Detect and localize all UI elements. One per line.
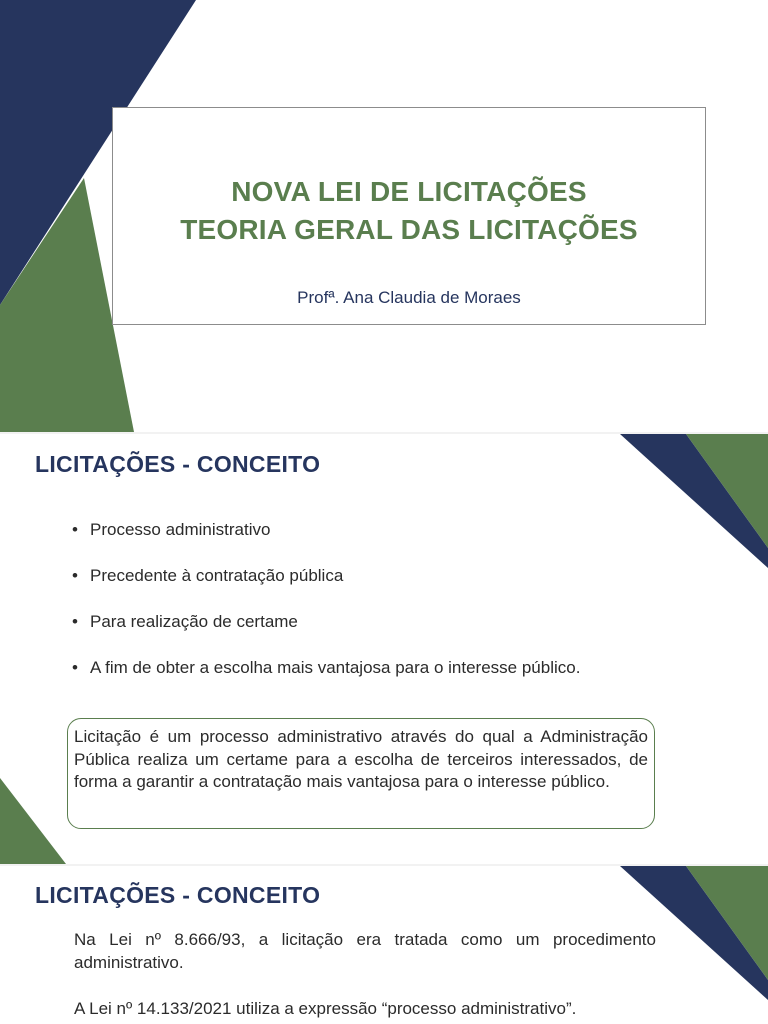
list-item: • A fim de obter a escolha mais vantajosa para o interesse público. xyxy=(72,658,581,677)
concept-slide xyxy=(0,434,768,864)
section-heading: LICITAÇÕES - CONCEITO xyxy=(35,882,321,908)
concept-slide-2 xyxy=(0,866,768,1024)
title-slide xyxy=(0,0,768,432)
paragraph: Na Lei nº 8.666/93, a licitação era tratada como um procedimento administrativo. xyxy=(74,930,656,972)
author-name: Profª. Ana Claudia de Moraes xyxy=(297,288,521,307)
list-item: • Para realização de certame xyxy=(72,612,298,631)
green-corner xyxy=(0,778,66,864)
title-box xyxy=(112,107,706,325)
section-heading: LICITAÇÕES - CONCEITO xyxy=(35,451,321,477)
paragraph: A Lei nº 14.133/2021 utiliza a expressão “processo administrativo”. xyxy=(74,999,577,1018)
list-item: • Precedente à contratação pública xyxy=(72,566,344,585)
slide-subtitle: TEORIA GERAL DAS LICITAÇÕES xyxy=(180,214,638,245)
definition-box: Licitação é um processo administrativo através do qual a Administração Pública realiza um certame para a escolha de terceiros interessados, de forma a garantir a contratação mais vantajosa para o interesse público. xyxy=(67,718,655,829)
slide-title: NOVA LEI DE LICITAÇÕES xyxy=(231,176,587,207)
list-item: • Processo administrativo xyxy=(72,520,271,539)
